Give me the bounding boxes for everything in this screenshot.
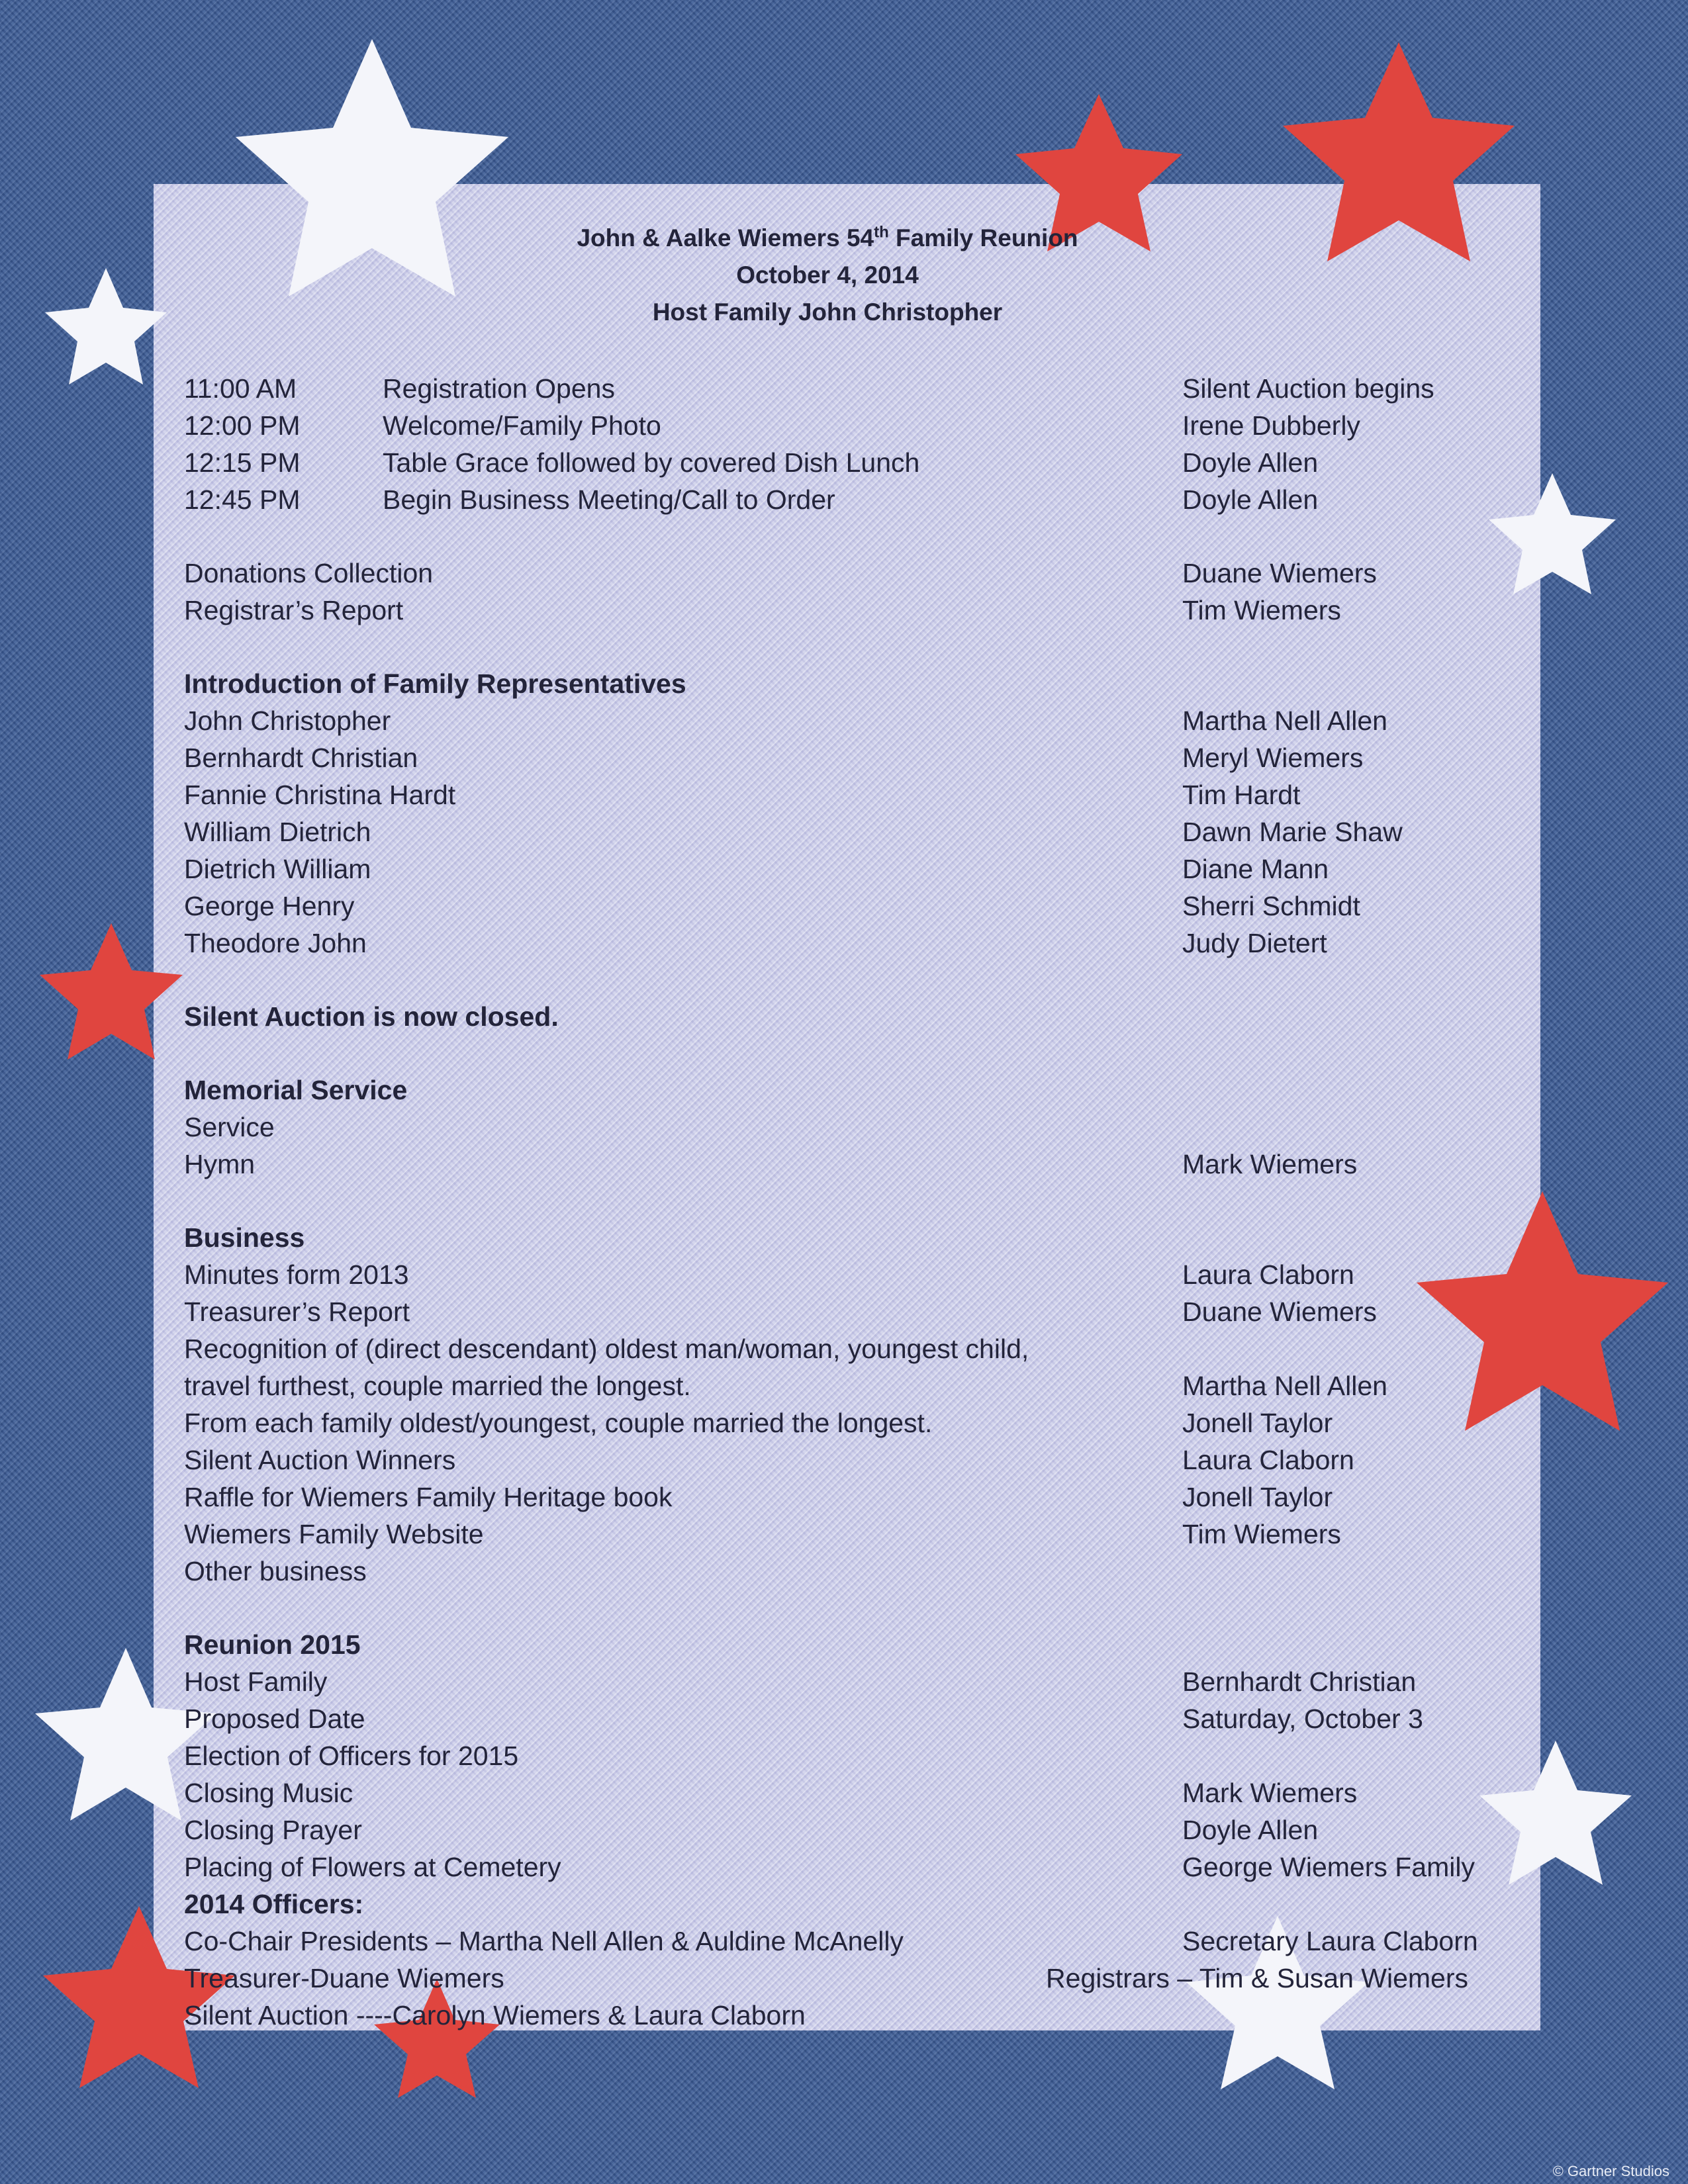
schedule-time: 12:45 PM xyxy=(184,484,301,515)
schedule-item: Registration Opens xyxy=(383,373,615,404)
business-item: travel furthest, couple married the longest. xyxy=(184,1371,691,1401)
report-item: Donations Collection xyxy=(184,558,434,588)
officers-heading: 2014 Officers: xyxy=(184,1889,364,1919)
report-person: Tim Wiemers xyxy=(1182,595,1341,625)
reunion-item: Closing Prayer xyxy=(184,1815,362,1845)
business-item: Minutes form 2013 xyxy=(184,1259,409,1290)
reunion-item: Election of Officers for 2015 xyxy=(184,1741,519,1771)
schedule-item: Table Grace followed by covered Dish Lunch xyxy=(383,447,920,478)
business-item: Other business xyxy=(184,1556,367,1586)
red-star-left xyxy=(40,923,183,1060)
schedule-time: 11:00 AM xyxy=(184,373,297,404)
report-item: Registrar’s Report xyxy=(184,595,404,625)
reunion-item: Placing of Flowers at Cemetery xyxy=(184,1852,561,1882)
reunion-title: John & Aalke Wiemers 54th Family Reunion xyxy=(577,223,1078,251)
host-family: Host Family John Christopher xyxy=(652,298,1003,326)
family-name: George Henry xyxy=(184,891,355,921)
family-name: Dietrich William xyxy=(184,854,371,884)
white-star-left xyxy=(45,268,167,385)
business-person: Jonell Taylor xyxy=(1182,1482,1333,1512)
memorial-heading: Memorial Service xyxy=(184,1075,408,1105)
memorial-hymn: Hymn xyxy=(184,1149,256,1179)
reunion-item: Closing Music xyxy=(184,1778,353,1808)
schedule-item: Begin Business Meeting/Call to Order xyxy=(383,484,835,515)
reunion-2015-heading: Reunion 2015 xyxy=(184,1629,361,1660)
business-person: Jonell Taylor xyxy=(1182,1408,1333,1438)
officers-silent-auction: Silent Auction ----Carolyn Wiemers & Laura Claborn xyxy=(184,2000,806,2030)
introduction-heading: Introduction of Family Representatives xyxy=(184,668,686,699)
family-rep: Martha Nell Allen xyxy=(1182,705,1387,736)
family-rep: Meryl Wiemers xyxy=(1182,743,1364,773)
business-item: Wiemers Family Website xyxy=(184,1519,484,1549)
business-person: Tim Wiemers xyxy=(1182,1519,1341,1549)
red-star-right xyxy=(1417,1191,1668,1431)
business-person: Laura Claborn xyxy=(1182,1259,1354,1290)
reunion-date: October 4, 2014 xyxy=(736,261,919,289)
officers-treasurer: Treasurer-Duane Wiemers xyxy=(184,1963,504,1993)
white-star-bottom-right xyxy=(1479,1741,1632,1885)
schedule-person: Silent Auction begins xyxy=(1182,373,1434,404)
auction-closed-notice: Silent Auction is now closed. xyxy=(184,1001,559,1032)
schedule-item: Welcome/Family Photo xyxy=(383,410,661,441)
reunion-item: Proposed Date xyxy=(184,1704,365,1734)
business-heading: Business xyxy=(184,1222,305,1253)
reunion-person: Saturday, October 3 xyxy=(1182,1704,1423,1734)
report-person: Duane Wiemers xyxy=(1182,558,1377,588)
schedule-person: Doyle Allen xyxy=(1182,484,1319,515)
business-item: Silent Auction Winners xyxy=(184,1445,456,1475)
family-name: Theodore John xyxy=(184,928,367,958)
family-name: Bernhardt Christian xyxy=(184,743,418,773)
family-name: William Dietrich xyxy=(184,817,371,847)
memorial-hymn-person: Mark Wiemers xyxy=(1182,1149,1358,1179)
business-item: Recognition of (direct descendant) oldest man/woman, youngest child, xyxy=(184,1334,1029,1364)
reunion-person: Mark Wiemers xyxy=(1182,1778,1358,1808)
family-rep: Diane Mann xyxy=(1182,854,1329,884)
white-star-right-upper xyxy=(1489,473,1616,594)
reunion-person: Bernhardt Christian xyxy=(1182,1666,1417,1697)
schedule-time: 12:00 PM xyxy=(184,410,301,441)
family-rep: Dawn Marie Shaw xyxy=(1182,817,1403,847)
family-rep: Judy Dietert xyxy=(1182,928,1327,958)
schedule-time: 12:15 PM xyxy=(184,447,301,478)
business-person: Duane Wiemers xyxy=(1182,1297,1377,1327)
family-name: John Christopher xyxy=(184,705,391,736)
business-item: From each family oldest/youngest, couple married the longest. xyxy=(184,1408,933,1438)
reunion-item: Host Family xyxy=(184,1666,328,1697)
memorial-service: Service xyxy=(184,1112,275,1142)
copyright-credit: © Gartner Studios xyxy=(1552,2163,1669,2179)
business-item: Treasurer’s Report xyxy=(184,1297,410,1327)
schedule-person: Irene Dubberly xyxy=(1182,410,1360,441)
reunion-person: Doyle Allen xyxy=(1182,1815,1319,1845)
officers-registrars: Registrars – Tim & Susan Wiemers xyxy=(1046,1963,1468,1993)
family-rep: Tim Hardt xyxy=(1182,780,1301,810)
reunion-person: George Wiemers Family xyxy=(1182,1852,1475,1882)
officers-co-chair: Co-Chair Presidents – Martha Nell Allen & Auldine McAnelly xyxy=(184,1926,904,1956)
schedule-person: Doyle Allen xyxy=(1182,447,1319,478)
business-person: Martha Nell Allen xyxy=(1182,1371,1387,1401)
family-rep: Sherri Schmidt xyxy=(1182,891,1360,921)
business-item: Raffle for Wiemers Family Heritage book xyxy=(184,1482,673,1512)
family-name: Fannie Christina Hardt xyxy=(184,780,456,810)
business-person: Laura Claborn xyxy=(1182,1445,1354,1475)
officers-secretary: Secretary Laura Claborn xyxy=(1182,1926,1478,1956)
